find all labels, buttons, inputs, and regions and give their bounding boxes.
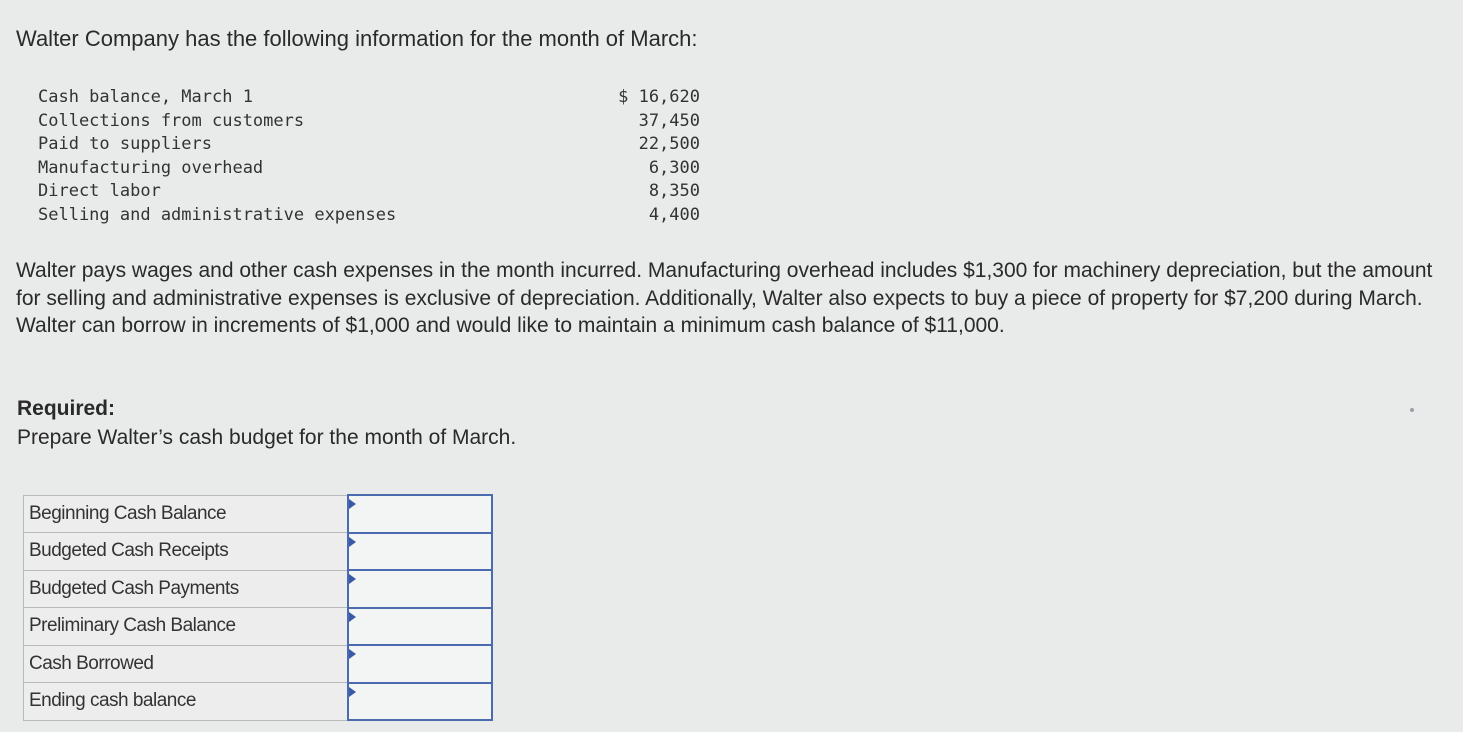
info-value: 4,400: [648, 204, 700, 225]
table-row: [24, 683, 493, 721]
cell-marker-icon: [349, 612, 356, 622]
table-row: [24, 608, 493, 646]
cash-borrowed-input[interactable]: [349, 646, 491, 682]
info-row-selling-admin: [38, 204, 700, 228]
cash-borrowed-cell: [348, 645, 492, 683]
budgeted-cash-payments-label: Budgeted Cash Payments: [24, 570, 349, 608]
given-information-table: [38, 86, 700, 228]
table-row: [24, 533, 493, 571]
ending-cash-balance-cell: [348, 683, 492, 721]
budgeted-cash-payments-input[interactable]: [349, 571, 491, 607]
background-speck: [1410, 408, 1414, 412]
beginning-cash-balance-cell: [348, 495, 492, 533]
cash-budget-table: [23, 494, 493, 721]
cell-marker-icon: [349, 574, 356, 584]
table-row: [24, 570, 493, 608]
budgeted-cash-receipts-cell: [348, 533, 492, 571]
beginning-cash-balance-input[interactable]: [349, 496, 491, 532]
ending-cash-balance-label: Ending cash balance: [24, 683, 349, 721]
info-row-direct-labor: [38, 180, 700, 204]
table-row: [24, 645, 493, 683]
problem-description: Walter pays wages and other cash expenses in the month incurred. Manufacturing overhead includes $1,300 for machinery depreciation, but the amount for selling and administrative expenses is exclusive of depreciation. Additionally, Walter also expects to buy a piece of property for $7,200 during March. Walter can borrow in increments of $1,000 and would like to maintain a minimum cash balance of $11,000.: [16, 259, 1433, 337]
required-instructions: Prepare Walter’s cash budget for the month of March.: [17, 426, 517, 449]
info-row-cash-balance: [38, 86, 700, 110]
required-heading: Required:: [17, 397, 116, 420]
info-label: Direct labor: [38, 181, 161, 202]
info-row-paid-suppliers: [38, 133, 700, 157]
beginning-cash-balance-label: Beginning Cash Balance: [24, 495, 349, 533]
info-value: 22,500: [638, 134, 700, 155]
budgeted-cash-receipts-input[interactable]: [349, 534, 491, 570]
info-label: Manufacturing overhead: [38, 157, 264, 178]
info-value: $ 16,620: [618, 87, 700, 107]
problem-title: Walter Company has the following information for the month of March:: [16, 26, 698, 51]
table-row: [24, 495, 493, 533]
info-label: Collections from customers: [38, 110, 305, 131]
info-label: Selling and administrative expenses: [38, 204, 397, 225]
cash-borrowed-label: Cash Borrowed: [24, 645, 349, 683]
cell-marker-icon: [349, 649, 356, 659]
info-label: Cash balance, March 1: [38, 87, 253, 107]
preliminary-cash-balance-label: Preliminary Cash Balance: [24, 608, 349, 646]
cell-marker-icon: [349, 687, 356, 697]
info-value: 37,450: [638, 110, 700, 131]
preliminary-cash-balance-cell: [348, 608, 492, 646]
budgeted-cash-payments-cell: [348, 570, 492, 608]
info-value: 8,350: [648, 181, 700, 202]
info-value: 6,300: [648, 157, 700, 178]
budgeted-cash-receipts-label: Budgeted Cash Receipts: [24, 533, 349, 571]
cell-marker-icon: [349, 499, 356, 509]
preliminary-cash-balance-input[interactable]: [349, 609, 491, 645]
cell-marker-icon: [349, 537, 356, 547]
ending-cash-balance-input[interactable]: [349, 684, 491, 720]
info-row-collections: [38, 110, 700, 134]
info-label: Paid to suppliers: [38, 134, 212, 155]
info-row-manufacturing-overhead: [38, 157, 700, 181]
